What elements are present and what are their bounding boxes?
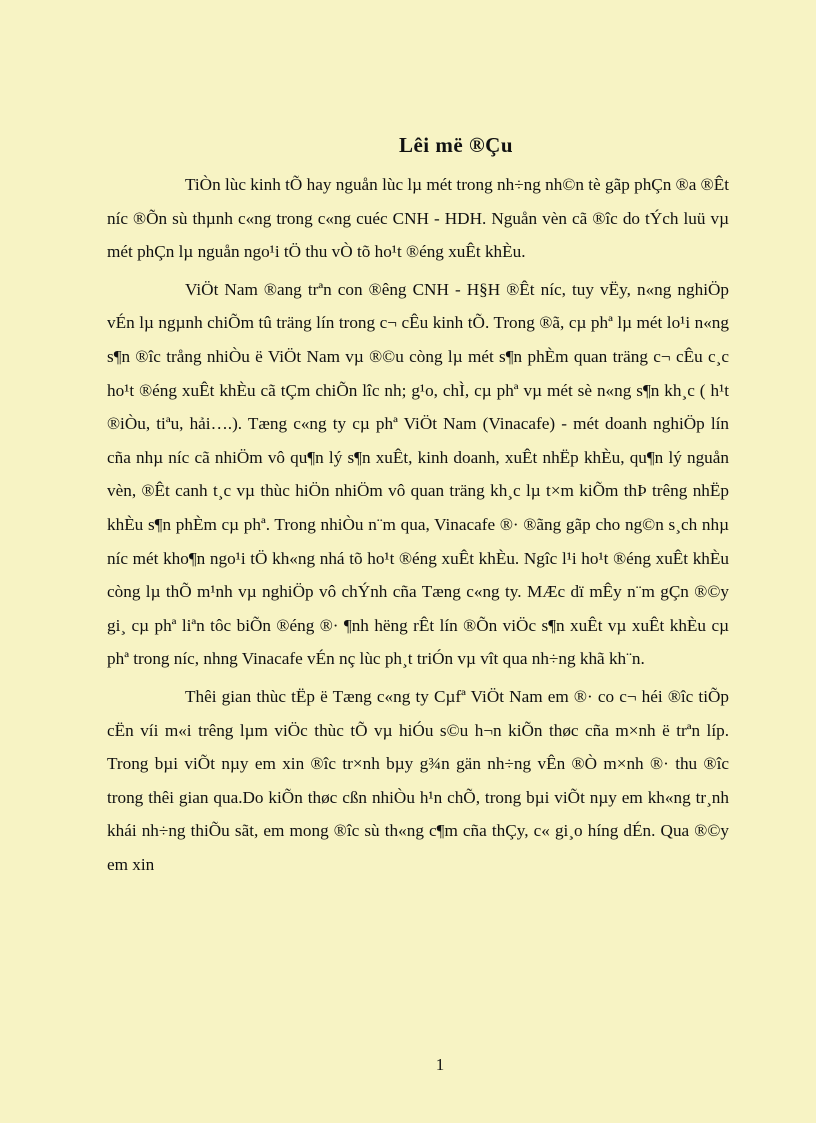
page-number: 1 [435,1055,445,1074]
paragraph-1: TiÒn lùc kinh tÕ hay nguån lùc lµ mét trong nh÷ng nh©n tè gãp phÇn ®a ®Êt níc ®Õn sù thµnh c«ng trong c«ng cuéc CNH - HDH. Nguån vèn cã ®îc do tÝch luü vµ mét phÇn lµ nguån ngo¹i tÖ thu vÒ tõ ho¹t ®éng xuÊt khÈu. [107,175,729,262]
document-body [107,168,729,881]
page-title: Lêi më ®Çu [398,133,513,157]
paragraph-2: ViÖt Nam ®ang trªn con ®êng CNH - H§H ®Êt níc, tuy vËy, n«ng nghiÖp vÉn lµ ngµnh chiÕm tû träng lín trong c¬ cÊu kinh tÕ. Trong ®ã, cµ phª lµ mét lo¹i n«ng s¶n ®îc trång nhiÒu ë ViÖt Nam vµ ®©u còng lµ mét s¶n phÈm quan träng c¬ cÊu c¸c ho¹t ®éng xuÊt khÈu cã tÇm chiÕn lîc nh; g¹o, chÌ, cµ phª vµ mét sè n«ng s¶n kh¸c ( h¹t ®iÒu, tiªu, hải….). Tæng c«ng ty cµ phª ViÖt Nam (Vinacafe) - mét doanh nghiÖp lín cña nhµ níc cã nhiÖm vô qu¶n lý s¶n xuÊt, kinh doanh, xuÊt nhËp khÈu, qu¶n lý nguån vèn, ®Êt canh t¸c vµ thùc hiÖn nhiÖm vô quan träng kh¸c lµ t×m kiÕm thÞ trêng nhËp khÈu s¶n phÈm cµ phª. Trong nhiÒu n¨m qua, Vinacafe ®· ®ãng gãp cho ng©n s¸ch nhµ níc mét kho¶n ngo¹i tÖ kh«ng nhá tõ ho¹t ®éng xuÊt khÈu. Ngîc l¹i ho¹t ®éng xuÊt khÈu còng lµ thÕ m¹nh vµ nghiÖp vô chÝnh cña Tæng c«ng ty. MÆc dï mÊy n¨m gÇn ®©y gi¸ cµ phª liªn tôc biÕn ®éng ®· ¶nh hëng rÊt lín ®Õn viÖc s¶n xuÊt vµ xuÊt khÈu cµ phª trong níc, nhng Vinacafe vÉn nç lùc ph¸t triÓn vµ vît qua nh÷ng khã kh¨n. [107,279,729,669]
paragraph-3: Thêi gian thùc tËp ë Tæng c«ng ty Cµfª ViÖt Nam em ®· co c¬ héi ®îc tiÕp cËn víi m«i trêng lµm viÖc thùc tÕ vµ hiÓu s©u h¬n kiÕn thøc cña m×nh ë trªn líp. Trong bµi viÕt nµy em xin ®îc tr×nh bµy g¾n gän nh÷ng vÊn ®Ò m×nh ®· thu ®îc trong thêi gian qua.Do kiÕn thøc cßn nhiÒu h¹n chÕ, trong bµi viÕt nµy em kh«ng tr¸nh khái nh÷ng thiÕu sãt, em mong ®îc sù th«ng c¶m cña thÇy, c« gi¸o híng dÉn. Qua ®©y em xin [107,686,729,874]
